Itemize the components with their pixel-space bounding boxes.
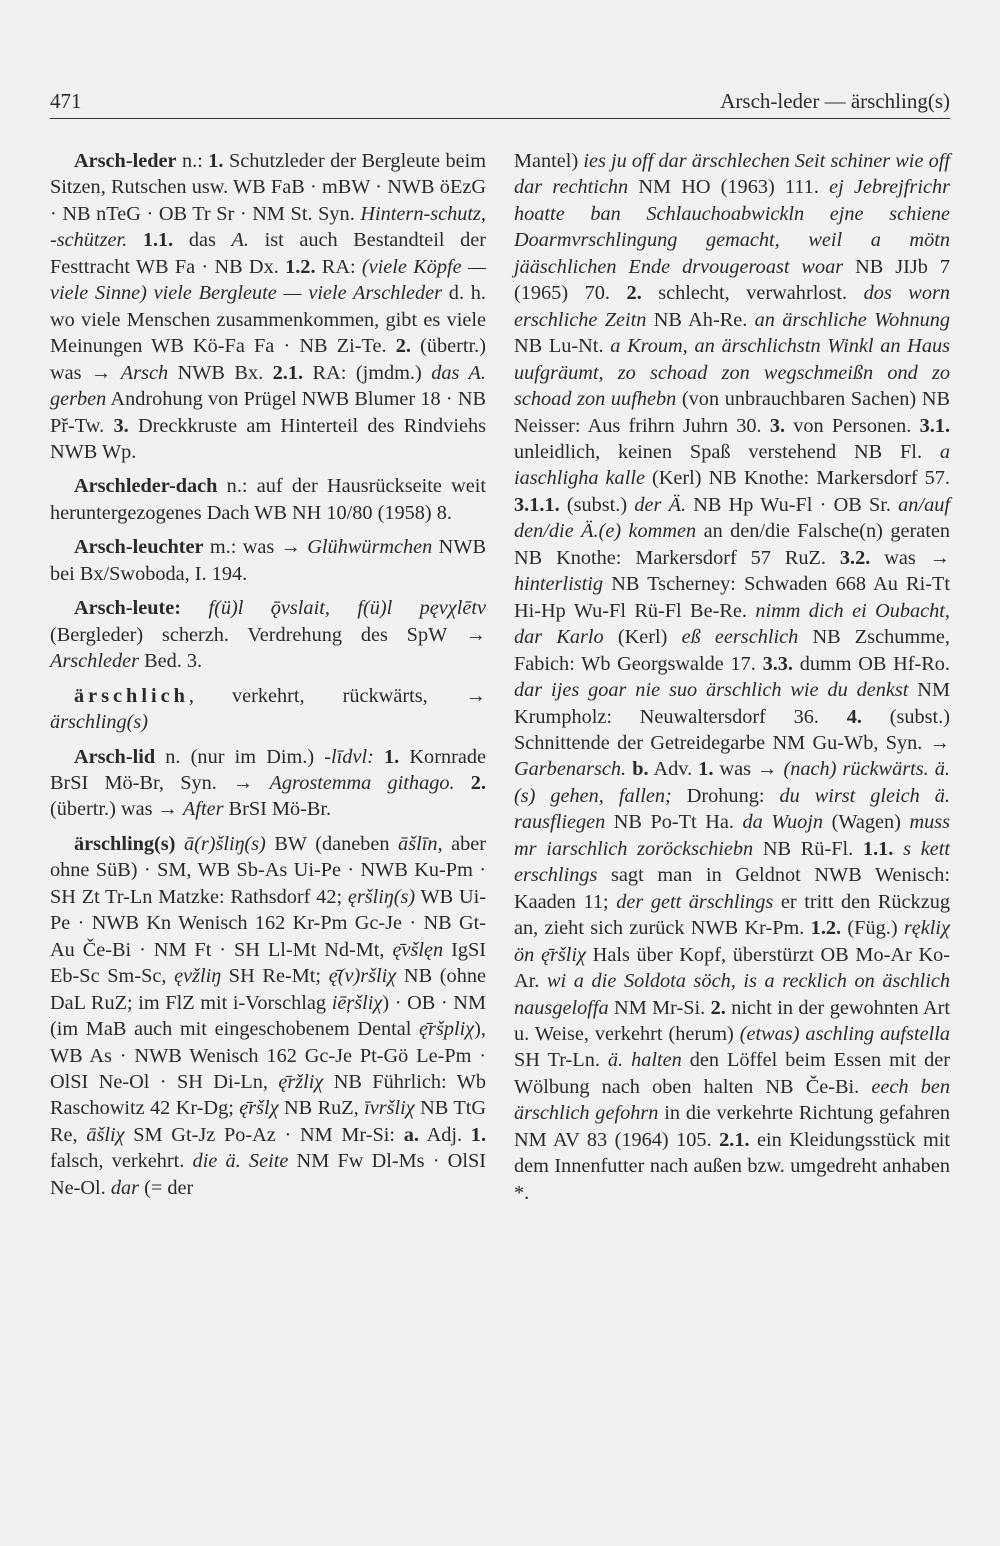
entry-keyword: 1. bbox=[698, 758, 714, 781]
italic-text: ä. halten bbox=[607, 1049, 682, 1072]
running-head: Arsch-leder — ärschling(s) bbox=[720, 89, 950, 113]
italic-text: (etwas) aschling aufstella bbox=[739, 1022, 950, 1045]
entry-keyword: ärschling(s) bbox=[74, 832, 176, 855]
entry-text: SH Re-Mt; bbox=[221, 965, 329, 988]
entry-text: NM HO (1963) 111. bbox=[628, 176, 830, 199]
entry-text: (Bergleder) scherzh. Verdrehung des SpW → bbox=[50, 623, 486, 646]
entry-keyword: 3.1.1. bbox=[514, 493, 560, 516]
entry-keyword: Arsch-leute: bbox=[74, 597, 182, 620]
italic-text: Garbenarsch. bbox=[514, 758, 627, 781]
entry-text: Adj. bbox=[418, 1123, 471, 1146]
entry-text: in die verkehrte Richtung gefahren NM AV 83 (1964) 105. bbox=[514, 1102, 950, 1151]
italic-text: das A. gerben bbox=[50, 361, 486, 411]
italic-text: wi a die Soldota söch, is a recklich on äschlich nausgeloffa bbox=[514, 970, 951, 1019]
italic-text: Agrostemma githago. bbox=[269, 771, 455, 794]
dictionary-entry-arsch-lid bbox=[50, 744, 486, 823]
italic-text: die ä. Seite bbox=[192, 1150, 289, 1173]
entry-text bbox=[127, 229, 143, 251]
entry-text: (= der bbox=[139, 1176, 194, 1199]
entry-keyword: Arsch-leder bbox=[74, 150, 177, 172]
entry-keyword: 4. bbox=[846, 705, 862, 728]
italic-text: After bbox=[182, 798, 224, 821]
italic-text: āšlīn, bbox=[398, 832, 443, 855]
italic-text: dar ijes goar nie suo ärschlich wie du denkst bbox=[514, 679, 909, 702]
entry-text: Drohung: bbox=[671, 784, 780, 807]
entry-keyword: Arschleder-dach bbox=[74, 475, 218, 498]
dictionary-entry-arschleder-dach bbox=[50, 473, 486, 526]
entry-keyword: 2. bbox=[710, 996, 726, 1019]
italic-text: a Kroum, an ärschlichstn Winkl an Haus uufgräumt, zo schoad zon wegschmeißn ond zo schoad zon uufhebn bbox=[514, 335, 951, 411]
entry-text: NB Ah-Re. bbox=[646, 308, 755, 331]
entry-text: er tritt den Rückzug an, zieht sich zurück NWB Kr-Pm. bbox=[514, 890, 950, 940]
italic-text: Arschleder bbox=[50, 650, 139, 673]
entry-keyword: 3.2. bbox=[839, 546, 871, 569]
entry-text: NB Tscherney: Schwaden 668 Au Ri-Tt Hi-Hp Wu-Fl Rü-Fl Be-Re. bbox=[514, 573, 950, 622]
entry-text: (Kerl) bbox=[603, 626, 682, 649]
entry-text: NB Po-Tt Ha. bbox=[605, 811, 743, 834]
entry-text: Dreckkruste am Hinterteil des Rindviehs NWB Wp. bbox=[50, 414, 486, 463]
italic-text: dar bbox=[110, 1176, 140, 1199]
italic-text: muss mr iarschlich zoröckschiebn bbox=[514, 811, 951, 860]
entry-text: was → bbox=[713, 758, 784, 781]
entry-text: (Füg.) bbox=[841, 917, 904, 940]
entry-keyword: 1.2. bbox=[810, 917, 842, 940]
entry-keyword: 1.2. bbox=[285, 255, 316, 278]
italic-text: nimm dich ei Oubacht, dar Karlo bbox=[514, 599, 950, 649]
italic-text: ärschling(s) bbox=[50, 711, 149, 734]
italic-text: īvršliχ bbox=[364, 1097, 415, 1120]
entry-text: Bed. 3. bbox=[139, 650, 203, 673]
italic-text: du wirst gleich ä. rausfliegen bbox=[514, 784, 951, 834]
entry-text: NM Fw Dl-Ms · OlSI Ne-Ol. bbox=[50, 1150, 486, 1199]
entry-text: (subst.) Schnittende der Getreidegarbe NM Gu-Wb, Syn. → bbox=[514, 705, 950, 754]
entry-text: IgSI Eb-Sc Sm-Sc, bbox=[50, 938, 486, 988]
entry-text: was → bbox=[870, 546, 950, 569]
entry-text: ), WB As · NWB Wenisch 162 Gc-Je Pt-Gö Le-Pm · OlSI Ne-Ol · SH Di-Ln, bbox=[50, 1018, 486, 1093]
header-rule bbox=[50, 118, 950, 119]
entry-text: aber ohne SüB) · SM, WB Sb-As Ui-Pe · NWB Ku-Pm · SH Zt Tr-Ln Matzke: Rathsdorf 42; bbox=[50, 832, 486, 908]
entry-text: (Wagen) bbox=[823, 811, 910, 834]
italic-text: (nach) rückwärts. ä.(s) gehen, fallen; bbox=[514, 758, 950, 807]
italic-text: ā(r)šliŋ(s) bbox=[183, 832, 266, 855]
italic-text: -līdvl: bbox=[324, 745, 374, 768]
italic-text: ę̄(v)ršliχ bbox=[328, 965, 397, 988]
entry-text: NM Krumpholz: Neuwaltersdorf 36. bbox=[514, 679, 950, 728]
italic-text: ęršliŋ(s) bbox=[347, 885, 416, 908]
entry-text: NB JIJb 7 (1965) 70. bbox=[514, 255, 950, 305]
entry-text: NB (ohne DaL RuZ; im FlZ mit i-Vorschlag bbox=[50, 965, 486, 1014]
entry-text bbox=[455, 772, 471, 794]
entry-text: sagt man in Geldnot NWB Wenisch: Kaaden 11; bbox=[514, 864, 950, 913]
italic-text: ęvžliŋ bbox=[174, 965, 222, 988]
entry-keyword: a. bbox=[403, 1123, 419, 1146]
entry-text: m.: was → bbox=[203, 536, 308, 559]
entry-text bbox=[374, 746, 384, 768]
dictionary-entry-arsch-leute bbox=[50, 595, 486, 674]
entry-keyword: Arsch-lid bbox=[74, 745, 156, 768]
entry-text: dumm OB Hf-Ro. bbox=[792, 652, 950, 675]
entry-keyword: 1.1. bbox=[862, 837, 894, 860]
entry-text: BW (daneben bbox=[265, 832, 399, 855]
entry-text: das bbox=[173, 229, 232, 252]
italic-text: hinterlistig bbox=[514, 573, 604, 596]
entry-keyword: 2. bbox=[470, 771, 486, 794]
entry-text: an den/die Falsche(n) geraten NB Knothe: Markersdorf 57 RuZ. bbox=[514, 520, 950, 569]
entry-text: ) · OB · NM (im MaB auch mit eingeschobenem Dental bbox=[50, 991, 486, 1041]
italic-text: an/auf den/die Ä.(e) kommen bbox=[514, 493, 950, 543]
entry-text: , verkehrt, rückwärts, → bbox=[188, 684, 486, 707]
entry-text: ein Kleidungsstück mit dem Innenfutter nach außen bzw. umgedreht anhaben *. bbox=[514, 1128, 950, 1204]
entry-text: n.: auf der Hausrückseite weit heruntergezogenes Dach WB NH 10/80 (1958) 8. bbox=[50, 475, 486, 524]
entry-keyword: 2.1. bbox=[719, 1128, 750, 1151]
italic-text: s kett erschlings bbox=[514, 837, 950, 887]
entry-text: (übertr.) was → bbox=[50, 798, 183, 821]
entry-text: NB Hp Wu-Fl · OB Sr. bbox=[686, 493, 899, 516]
italic-text: Glühwürmchen bbox=[307, 536, 433, 559]
italic-text: ę̄ršpliχ bbox=[419, 1018, 475, 1041]
entry-text: NM Mr-Si. bbox=[608, 996, 711, 1019]
italic-text: Arsch bbox=[120, 361, 169, 384]
italic-text: da Wuojn bbox=[742, 811, 824, 834]
italic-text: an ärschliche Wohnung bbox=[754, 308, 951, 331]
dictionary-entry-arsch-leder bbox=[50, 148, 486, 465]
italic-text: ę̄všlęn bbox=[392, 938, 444, 961]
italic-text: der gett ärschlings bbox=[616, 890, 774, 913]
entry-keyword: 1. bbox=[384, 745, 400, 768]
entry-text: (übertr.) was → bbox=[50, 335, 486, 384]
entry-text: falsch, verkehrt. bbox=[50, 1150, 193, 1173]
italic-text: a iaschligha kalle bbox=[514, 440, 950, 490]
entry-keyword: 3. bbox=[113, 414, 129, 437]
entry-keyword: ärschlich bbox=[74, 684, 189, 707]
entry-text: NB Führlich: Wb Raschowitz 42 Kr-Dg; bbox=[50, 1070, 486, 1120]
italic-text: Hintern-schutz, -schützer. bbox=[50, 202, 486, 252]
entry-keyword: 1.1. bbox=[142, 229, 174, 252]
entry-keyword: 3. bbox=[769, 414, 786, 437]
entry-text: (von unbrauchbaren Sachen) NB Neisser: Aus frihrn Juhrn 30. bbox=[514, 388, 950, 437]
entry-text: Hals über Kopf, überstürzt OB Mo-Ar Ko-Ar. bbox=[514, 943, 950, 993]
entry-text: NB TtG Re, bbox=[50, 1097, 486, 1146]
dictionary-entry-aerschlings-cont bbox=[514, 148, 950, 1206]
italic-text: ies ju off dar ärschlechen Seit schiner wie off dar rechtichn bbox=[514, 150, 950, 199]
entry-text: Schutzleder der Bergleute beim Sitzen, Rutschen usw. WB FaB · mBW · NWB öEzG · NB nTeG · OB Tr Sr · NM St. Syn. bbox=[50, 150, 486, 225]
italic-text: (viele Köpfe — viele Sinne) viele Bergleute — viele Arschleder bbox=[50, 255, 486, 305]
italic-text: ę̄ršlχ bbox=[239, 1097, 279, 1120]
entry-text: NWB Bx. bbox=[168, 361, 273, 384]
dictionary-entry-aerschlich bbox=[50, 683, 486, 736]
entry-text: von Personen. bbox=[785, 414, 920, 437]
right-column bbox=[514, 148, 950, 1206]
entry-text: NB Zschumme, Fabich: Wb Georgswalde 17. bbox=[514, 626, 950, 675]
entry-keyword: Arsch-leuchter bbox=[74, 536, 204, 559]
entry-text: NWB bei Bx/Swoboda, I. 194. bbox=[50, 536, 486, 585]
entry-text bbox=[175, 833, 184, 855]
entry-keyword: 3.1. bbox=[919, 414, 951, 437]
entry-keyword: 1. bbox=[470, 1123, 487, 1146]
italic-text: rękliχ ön ę̄ršliχ bbox=[514, 917, 950, 966]
italic-text: ę̄ržliχ bbox=[278, 1070, 324, 1093]
entry-text: Androhung von Prügel NWB Blumer 18 · NB Př-Tw. bbox=[50, 388, 486, 437]
italic-text: eß eerschlich bbox=[681, 626, 799, 649]
dictionary-entry-aerschlings bbox=[50, 831, 486, 1201]
italic-text: f(ü)l ǭvslait, f(ü)l pęvχlētv bbox=[208, 597, 486, 620]
entry-text: RA: (jmdm.) bbox=[303, 361, 432, 384]
italic-text: iē̦ršliχ bbox=[331, 991, 383, 1014]
entry-text: NB RuZ, bbox=[278, 1097, 365, 1120]
entry-text: schlecht, verwahrlost. bbox=[641, 282, 864, 305]
entry-text bbox=[893, 838, 903, 860]
entry-text: SH Tr-Ln. bbox=[514, 1049, 608, 1072]
page-number: 471 bbox=[50, 89, 82, 113]
italic-text: A. bbox=[231, 229, 249, 252]
entry-text: d. h. wo viele Menschen zusammenkommen, gibt es viele Meinungen WB Kö-Fa Fa · NB Zi-Te. bbox=[50, 282, 486, 358]
italic-text: der Ä. bbox=[634, 493, 687, 516]
italic-text: dos worn erschliche Zeitn bbox=[514, 282, 950, 331]
entry-text: Adv. bbox=[648, 758, 699, 781]
entry-keyword: 2.1. bbox=[272, 361, 304, 384]
entry-text: (Kerl) NB Knothe: Markersdorf 57. bbox=[644, 467, 950, 490]
entry-text: ist auch Bestandteil der Festtracht WB Fa · NB Dx. bbox=[50, 229, 486, 278]
entry-text: unleidlich, keinen Spaß verstehend NB Fl. bbox=[514, 440, 940, 463]
entry-text: NB Lu-Nt. bbox=[514, 335, 611, 358]
entry-text: Kornrade BrSI Mö-Br, Syn. → bbox=[50, 745, 486, 794]
entry-keyword: 2. bbox=[395, 335, 411, 358]
italic-text: āšliχ bbox=[86, 1123, 125, 1146]
entry-keyword: 2. bbox=[626, 282, 642, 305]
entry-text: WB Ui-Pe · NWB Kn Wenisch 162 Kr-Pm Gc-Je · NB Gt-Au Če-Bi · NM Ft · SH Ll-Mt Nd-Mt, bbox=[50, 885, 486, 961]
entry-text: BrSI Mö-Br. bbox=[223, 798, 332, 821]
entry-text: (subst.) bbox=[559, 493, 635, 516]
entry-text: SM Gt-Jz Po-Az · NM Mr-Si: bbox=[124, 1123, 404, 1146]
entry-keyword: 1. bbox=[208, 150, 224, 172]
entry-text bbox=[181, 597, 208, 619]
entry-text: n. (nur im Dim.) bbox=[155, 745, 325, 768]
entry-text: RA: bbox=[315, 255, 362, 278]
italic-text: eech ben ärschlich gefohrn bbox=[514, 1075, 950, 1125]
entry-keyword: 3.3. bbox=[762, 652, 793, 675]
entry-text: nicht in der gewohnten Art u. Weise, verkehrt (herum) bbox=[514, 996, 950, 1045]
entry-text: Mantel) bbox=[514, 150, 584, 172]
entry-text: NB Rü-Fl. bbox=[753, 837, 863, 860]
entry-text: den Löffel beim Essen mit der Wölbung nach oben halten NB Če-Bi. bbox=[514, 1049, 951, 1098]
italic-text: ej Jebrejfrichr hoatte ban Schlauchoabwickln ejne schiene Doarmvrschlingung gemacht, weil a mötn jääschlichen Ende drvougeroast woar bbox=[514, 176, 950, 278]
left-column bbox=[50, 148, 486, 1209]
entry-keyword: b. bbox=[632, 758, 649, 781]
dictionary-entry-arsch-leuchter bbox=[50, 534, 486, 587]
entry-text: n.: bbox=[176, 150, 209, 172]
